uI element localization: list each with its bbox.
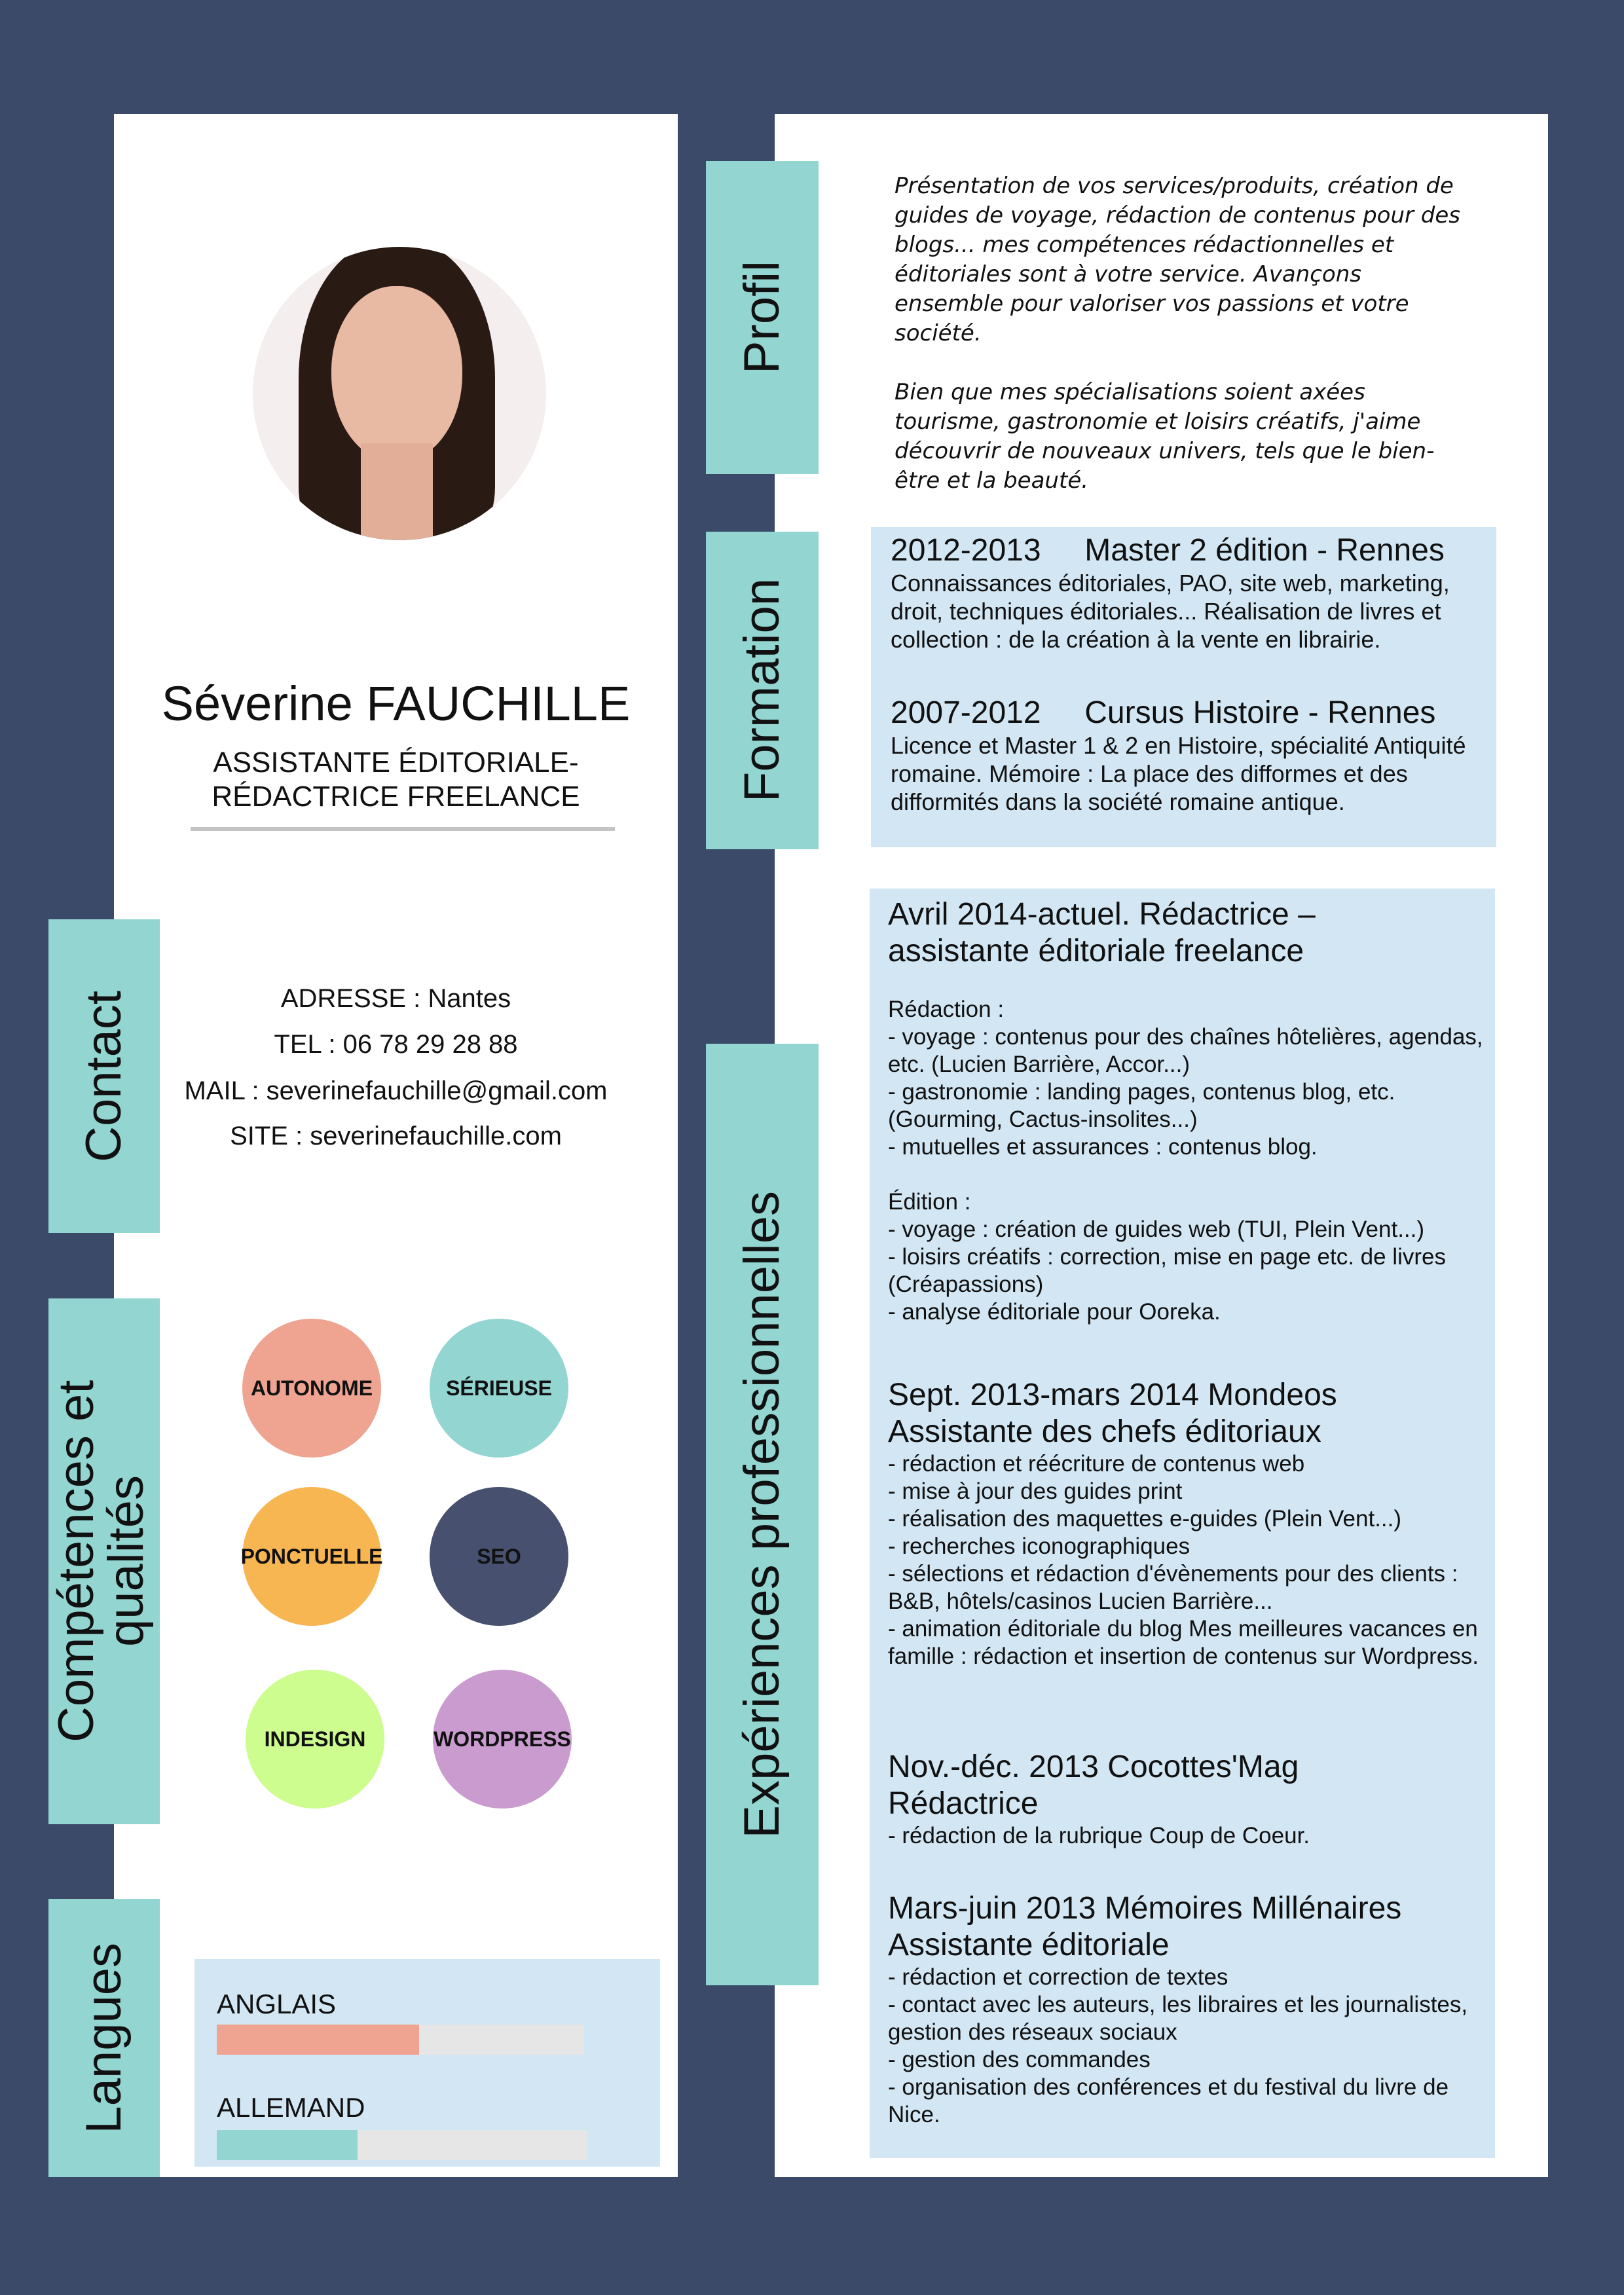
skill-label: INDESIGN [264,1727,366,1751]
contact-mail[interactable]: MAIL : severinefauchille@gmail.com [184,1076,608,1105]
language-bar [217,2130,587,2160]
contact-site[interactable]: SITE : severinefauchille.com [230,1122,562,1150]
skill-label: SEO [477,1544,521,1568]
skill-label: PONCTUELLE [240,1544,383,1568]
formation-heading: 2012-2013 Master 2 édition - Rennes [891,533,1445,568]
job-body: Rédaction : - voyage : contenus pour des chaînes hôtelières, agendas, etc. (Lucien Barrière, Accor...) - gastronomie : landing pages, contenus blog, etc. (Gourming, Cactus-insolites...) - mutuelles et assurances : contenus blog. Édition : - voyage : création de guides web (TUI, Plein Vent...) - loisirs créatifs : correction, mise en page etc. de livres (Créapassions) - analyse éditoriale pour Ooreka. [888,997,1483,1325]
person-name: Séverine FAUCHILLE [161,676,631,731]
tab-formation [706,532,819,849]
skill-circle [242,1319,381,1458]
job-body: - rédaction et correction de textes - contact avec les auteurs, les libraires et les journalistes, gestion des réseaux sociaux - gestion des commandes - organisation des conférences et du festival du livre de Nice. [888,1964,1468,2127]
formation-box [871,527,1496,847]
skill-label: AUTONOME [250,1376,373,1400]
language-label: ALLEMAND [217,2092,365,2123]
tab-experiences [706,1044,819,1985]
job-heading: Sept. 2013-mars 2014 Mondeos Assistante des chefs éditoriaux [888,1378,1337,1449]
tab-label: Langues [76,1942,132,2134]
tab-profil [706,161,819,474]
contact-tel: TEL : 06 78 29 28 88 [274,1030,518,1059]
profile-photo [253,247,546,540]
experiences-box [870,889,1495,2158]
tab-label: Expériences professionnelles [734,1190,790,1839]
profile-text [895,172,1471,525]
formation-item [891,532,1480,653]
language-bar [217,2025,584,2055]
languages-box [194,1959,660,2167]
skill-circle [430,1319,568,1458]
tab-langues [48,1899,160,2177]
language-fill [217,2025,419,2055]
formation-body: Licence et Master 1 & 2 en Histoire, spécialité Antiquité romaine. Mémoire : La place des difformes et des difformités dans la société romaine antique. [891,732,1466,815]
tab-label: Formation [734,578,790,803]
skill-label: SÉRIEUSE [446,1376,552,1400]
job-body: - rédaction et réécriture de contenus web - mise à jour des guides print - réalisation des maquettes e-guides (Plein Vent...) - recherches iconographiques - sélections et rédaction d'évènements pour des clients : B&B, hôtels/casinos Lucien Barrière... - animation éditoriale du blog Mes meilleures vacances en famille : rédaction et insertion de contenus sur Wordpress. [888,1451,1479,1669]
skill-circle [430,1487,568,1626]
face [331,286,462,463]
job-heading: Mars-juin 2013 Mémoires Millénaires Assistante éditoriale [888,1891,1402,1962]
skill-circle [433,1670,572,1808]
language-fill [217,2130,358,2160]
job-item [888,1377,1484,1670]
job-title-line1: ASSISTANTE ÉDITORIALE- [213,746,579,779]
skill-label: WORDPRESS [434,1727,571,1751]
language-label: ANGLAIS [217,1989,337,2019]
profile-paragraph: Bien que mes spécialisations soient axées tourisme, gastronomie et loisirs créatifs, j'aime découvrir de nouveaux univers, tels que le bien-être et la beauté. [895,379,1435,494]
profile-paragraph: Présentation de vos services/produits, création de guides de voyage, rédaction de contenus pour des blogs... mes compétences rédactionnelles et éditoriales sont à votre service. Avançons ensemble pour valoriser vos passions et votre société. [895,173,1460,346]
divider [191,827,615,831]
job-item [888,896,1484,1326]
tab-label: Contact [76,990,132,1162]
contact-address: ADRESSE : Nantes [280,984,511,1013]
skill-circle [246,1670,384,1808]
job-heading: Nov.-déc. 2013 Cocottes'Mag Rédactrice [888,1750,1299,1821]
job-heading: Avril 2014-actuel. Rédactrice – assistante éditoriale freelance [888,897,1316,968]
job-title-line2: RÉDACTRICE FREELANCE [212,780,580,813]
formation-heading: 2007-2012 Cursus Histoire - Rennes [891,695,1436,730]
skill-circle [242,1487,381,1626]
tab-label: Profil [734,261,790,375]
job-body: - rédaction de la rubrique Coup de Coeur. [888,1823,1310,1848]
formation-body: Connaissances éditoriales, PAO, site web, marketing, droit, techniques éditoriales... Réalisation de livres et collection : de la création à la vente en librairie. [891,570,1450,653]
neck [361,443,433,540]
job-item [888,1890,1484,2129]
tab-label: Compétences et qualités [48,1380,154,1743]
job-item [888,1749,1484,1850]
formation-item [891,695,1480,816]
tab-competences [48,1298,160,1824]
